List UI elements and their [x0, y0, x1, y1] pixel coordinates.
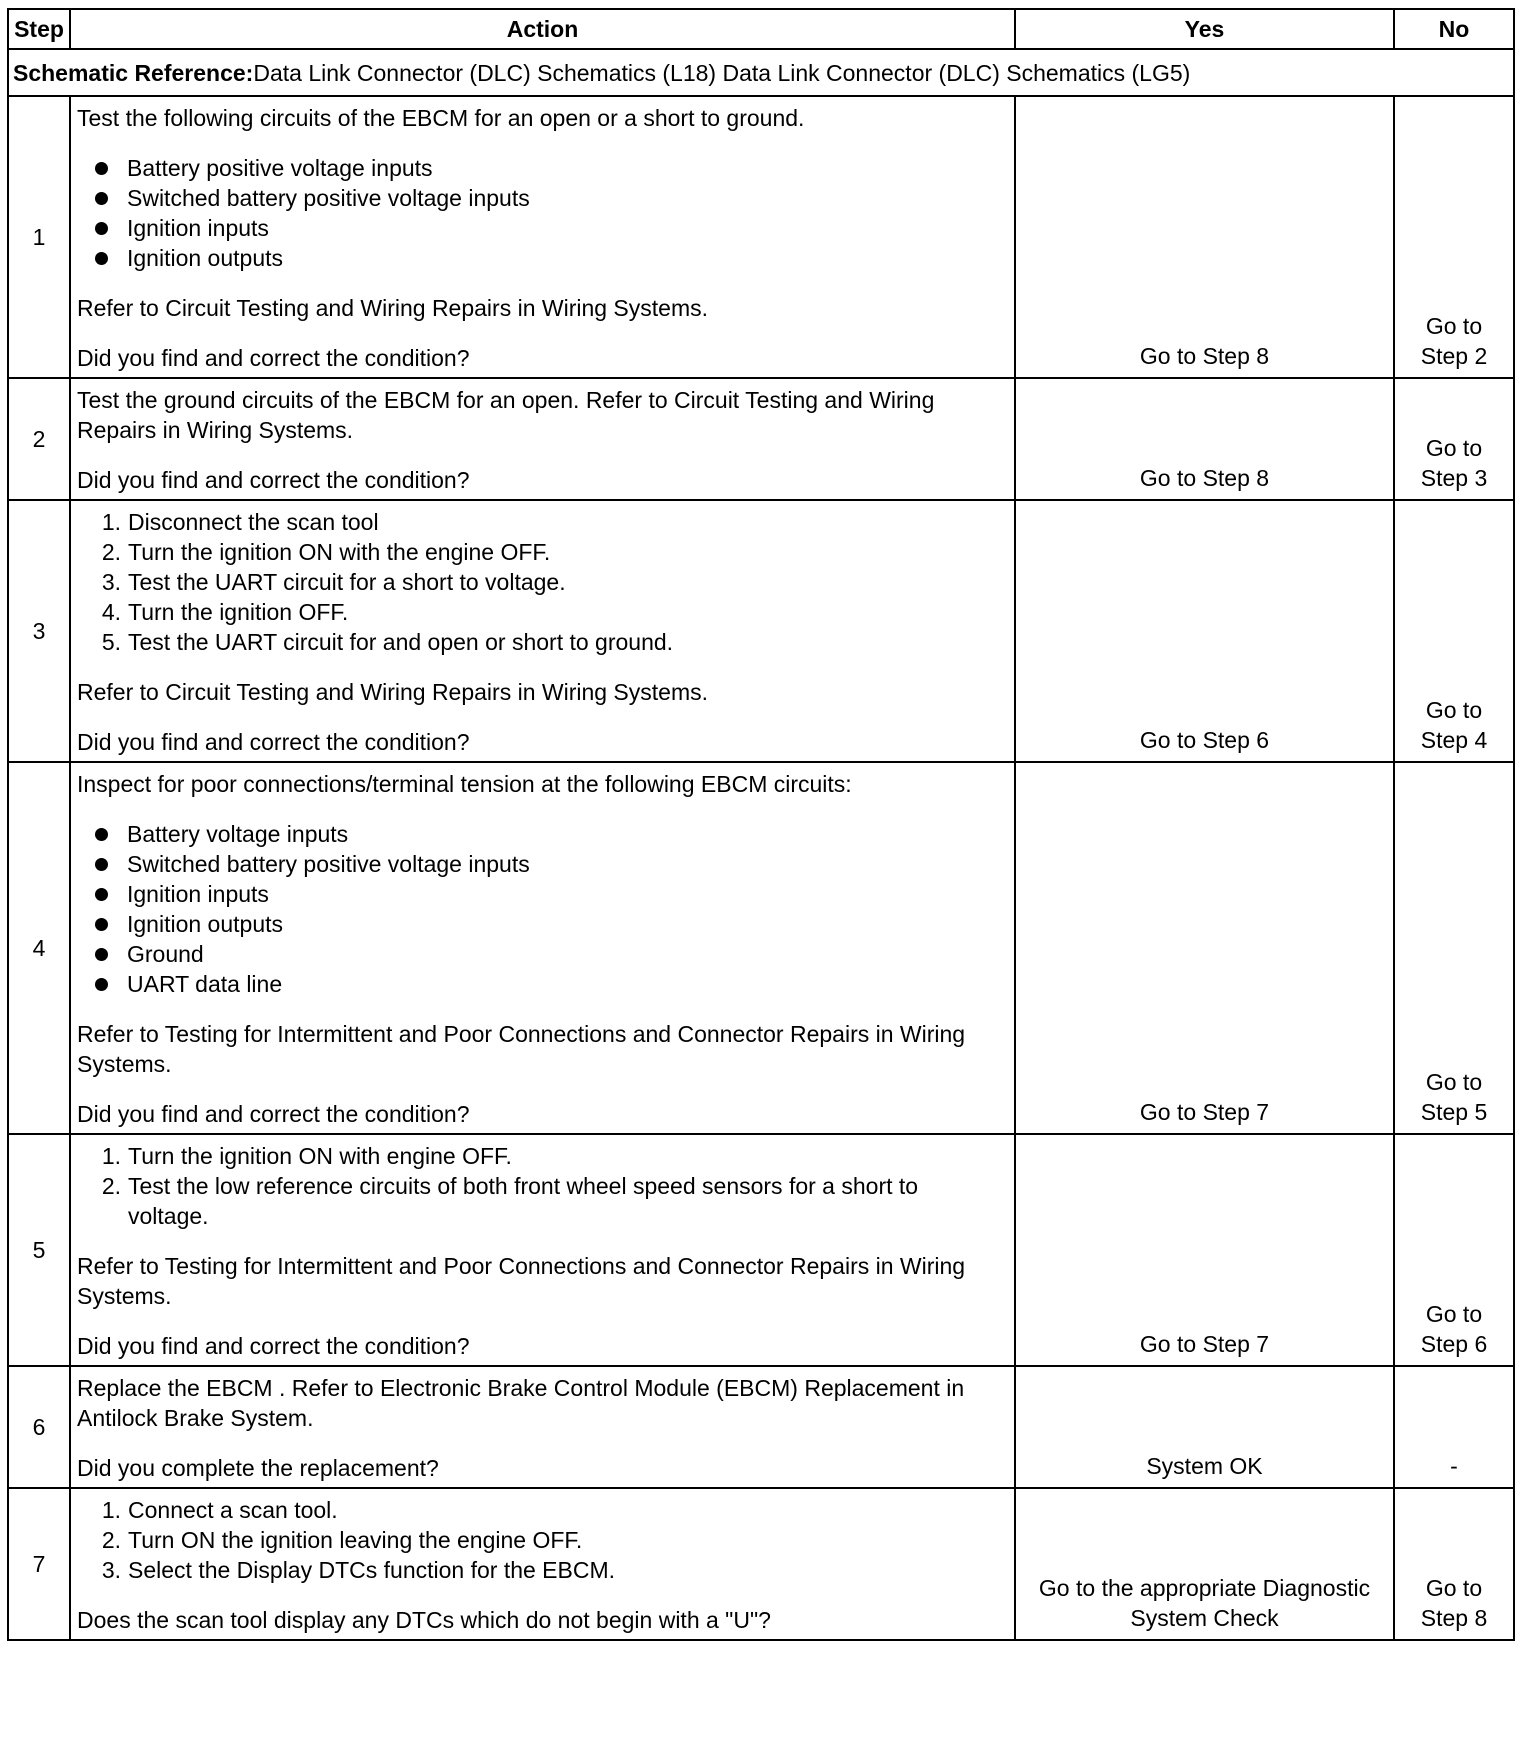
bullet-item: [77, 969, 1004, 999]
item-number: 1.: [101, 1143, 121, 1169]
question: Did you find and correct the condition?: [77, 729, 470, 755]
bullet-icon: [95, 858, 108, 871]
refer-note: Refer to Testing for Intermittent and Poor Connections and Connector Repairs in Wiring Systems.: [77, 1021, 966, 1077]
bullet-text: Ground: [127, 941, 204, 967]
refer-note: Refer to Circuit Testing and Wiring Repairs in Wiring Systems.: [77, 295, 709, 321]
bullet-text: Ignition inputs: [127, 881, 269, 907]
step-number: 3: [8, 500, 70, 762]
item-number: 2.: [101, 1527, 121, 1553]
item-text: Turn the ignition ON with engine OFF.: [128, 1143, 512, 1169]
bullet-icon: [95, 828, 108, 841]
step-row: [8, 500, 1514, 762]
action-cell: [70, 96, 1015, 378]
bullet-icon: [95, 222, 108, 235]
step-row: [8, 378, 1514, 500]
numbered-item: [77, 1555, 1004, 1585]
no-action: [1394, 500, 1514, 762]
header-step: Step: [8, 9, 70, 49]
question: Did you find and correct the condition?: [77, 345, 470, 371]
yes-action: Go to the appropriate Diagnostic System Check: [1015, 1488, 1394, 1640]
item-number: 2.: [101, 1173, 121, 1199]
step-number: 5: [8, 1134, 70, 1366]
bullet-icon: [95, 888, 108, 901]
action-cell: [70, 1488, 1015, 1640]
bullet-icon: [95, 978, 108, 991]
step-number: 6: [8, 1366, 70, 1488]
question: Did you find and correct the condition?: [77, 1333, 470, 1359]
bullet-icon: [95, 192, 108, 205]
no-action-line: -: [1450, 1453, 1458, 1479]
question: Did you find and correct the condition?: [77, 1101, 470, 1127]
step-number: 7: [8, 1488, 70, 1640]
bullet-item: [77, 939, 1004, 969]
numbered-item: [77, 537, 1004, 567]
action-intro: Inspect for poor connections/terminal tension at the following EBCM circuits:: [77, 771, 852, 797]
schematic-reference: [8, 49, 1514, 96]
numbered-list: [77, 1141, 1004, 1231]
item-number: 4.: [101, 599, 121, 625]
numbered-item: [77, 1525, 1004, 1555]
bullet-text: UART data line: [127, 971, 283, 997]
bullet-item: [77, 819, 1004, 849]
item-text: Test the low reference circuits of both front wheel speed sensors for a short to voltage.: [128, 1173, 919, 1229]
no-action-line: Step 5: [1420, 1099, 1488, 1125]
item-text: Disconnect the scan tool: [128, 509, 379, 535]
refer-note: Refer to Testing for Intermittent and Poor Connections and Connector Repairs in Wiring Systems.: [77, 1253, 966, 1309]
bullet-item: [77, 213, 1004, 243]
no-action-line: Go to: [1425, 435, 1483, 461]
step-number: 2: [8, 378, 70, 500]
item-text: Turn the ignition ON with the engine OFF.: [128, 539, 551, 565]
numbered-item: [77, 1495, 1004, 1525]
no-action: [1394, 96, 1514, 378]
bullet-text: Battery positive voltage inputs: [127, 155, 433, 181]
step-number: 4: [8, 762, 70, 1134]
action-cell: [70, 1134, 1015, 1366]
schematic-row: [8, 49, 1514, 96]
no-action: [1394, 1366, 1514, 1488]
question: Did you find and correct the condition?: [77, 467, 470, 493]
diagnostic-table-sheet: [7, 8, 1513, 1641]
no-action-line: Step 2: [1420, 343, 1488, 369]
item-text: Connect a scan tool.: [128, 1497, 338, 1523]
yes-action: Go to Step 7: [1015, 1134, 1394, 1366]
item-text: Test the UART circuit for and open or short to ground.: [128, 629, 674, 655]
question: Does the scan tool display any DTCs which do not begin with a "U"?: [77, 1607, 771, 1633]
bullet-item: [77, 879, 1004, 909]
action-intro: Test the ground circuits of the EBCM for an open. Refer to Circuit Testing and Wiring Repairs in Wiring Systems.: [77, 387, 935, 443]
bullet-text: Battery voltage inputs: [127, 821, 349, 847]
step-number: 1: [8, 96, 70, 378]
action-cell: [70, 500, 1015, 762]
no-action: [1394, 762, 1514, 1134]
numbered-item: [77, 597, 1004, 627]
numbered-list: [77, 1495, 1004, 1585]
numbered-item: [77, 1141, 1004, 1171]
item-number: 2.: [101, 539, 121, 565]
step-row: [8, 1366, 1514, 1488]
item-number: 1.: [101, 1497, 121, 1523]
step-row: [8, 762, 1514, 1134]
no-action-line: Step 3: [1420, 465, 1488, 491]
step-row: [8, 1134, 1514, 1366]
numbered-item: [77, 1171, 1004, 1231]
refer-note: Refer to Circuit Testing and Wiring Repairs in Wiring Systems.: [77, 679, 709, 705]
action-intro: Replace the EBCM . Refer to Electronic Brake Control Module (EBCM) Replacement in Antilock Brake System.: [77, 1375, 965, 1431]
header-action: Action: [70, 9, 1015, 49]
bullet-text: Switched battery positive voltage inputs: [127, 851, 530, 877]
action-cell: [70, 378, 1015, 500]
bullet-text: Ignition outputs: [127, 911, 284, 937]
item-text: Test the UART circuit for a short to voltage.: [128, 569, 566, 595]
header-no: No: [1394, 9, 1514, 49]
no-action-line: Step 4: [1420, 727, 1488, 753]
bullet-icon: [95, 948, 108, 961]
no-action: [1394, 1488, 1514, 1640]
yes-action: Go to Step 8: [1015, 96, 1394, 378]
step-row: [8, 96, 1514, 378]
bullet-list: [77, 819, 1004, 999]
item-number: 1.: [101, 509, 121, 535]
no-action-line: Go to: [1425, 697, 1483, 723]
bullet-item: [77, 909, 1004, 939]
yes-action: Go to Step 7: [1015, 762, 1394, 1134]
table-body: [8, 49, 1514, 1640]
item-text: Turn the ignition OFF.: [128, 599, 349, 625]
numbered-item: [77, 507, 1004, 537]
no-action-line: Go to: [1425, 313, 1483, 339]
header-yes: Yes: [1015, 9, 1394, 49]
action-cell: [70, 1366, 1015, 1488]
bullet-item: [77, 243, 1004, 273]
no-action-line: Step 8: [1420, 1605, 1488, 1631]
no-action-line: Go to: [1425, 1301, 1483, 1327]
action-cell: [70, 762, 1015, 1134]
no-action: [1394, 1134, 1514, 1366]
bullet-item: [77, 849, 1004, 879]
numbered-item: [77, 567, 1004, 597]
no-action-line: Step 6: [1420, 1331, 1488, 1357]
step-row: [8, 1488, 1514, 1640]
no-action-line: Go to: [1425, 1069, 1483, 1095]
no-action-line: Go to: [1425, 1575, 1483, 1601]
bullet-item: [77, 183, 1004, 213]
schematic-label: Schematic Reference:: [13, 59, 254, 86]
numbered-item: [77, 627, 1004, 657]
header-row: [8, 9, 1514, 49]
bullet-text: Ignition outputs: [127, 245, 284, 271]
action-intro: Test the following circuits of the EBCM for an open or a short to ground.: [77, 105, 805, 131]
bullet-icon: [95, 252, 108, 265]
yes-action: Go to Step 6: [1015, 500, 1394, 762]
bullet-list: [77, 153, 1004, 273]
question: Did you complete the replacement?: [77, 1455, 439, 1481]
yes-action: Go to Step 8: [1015, 378, 1394, 500]
bullet-icon: [95, 162, 108, 175]
item-number: 3.: [101, 569, 121, 595]
item-number: 5.: [101, 629, 121, 655]
numbered-list: [77, 507, 1004, 657]
yes-action: System OK: [1015, 1366, 1394, 1488]
bullet-text: Switched battery positive voltage inputs: [127, 185, 530, 211]
schematic-text: Data Link Connector (DLC) Schematics (L18) Data Link Connector (DLC) Schematics (LG5): [253, 59, 1191, 86]
bullet-item: [77, 153, 1004, 183]
bullet-text: Ignition inputs: [127, 215, 269, 241]
bullet-icon: [95, 918, 108, 931]
no-action: [1394, 378, 1514, 500]
item-number: 3.: [101, 1557, 121, 1583]
item-text: Turn ON the ignition leaving the engine OFF.: [128, 1527, 583, 1553]
item-text: Select the Display DTCs function for the EBCM.: [128, 1557, 616, 1583]
diagnostic-table: [7, 8, 1515, 1641]
